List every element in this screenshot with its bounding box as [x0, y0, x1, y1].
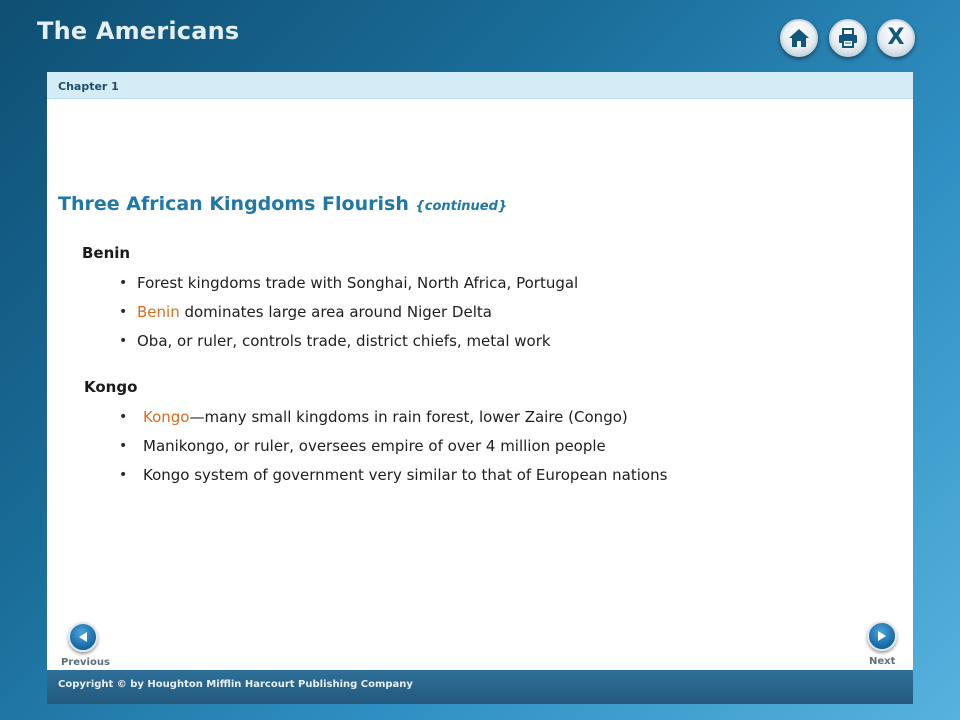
next-label[interactable]: Next — [869, 656, 896, 667]
close-icon: X — [887, 25, 905, 50]
list-item — [119, 465, 667, 494]
previous-button[interactable] — [68, 622, 98, 652]
copyright-text: Copyright © by Houghton Mifflin Harcourt Publishing Company — [58, 679, 413, 690]
close-button[interactable] — [877, 19, 915, 57]
arrow-right-icon — [876, 630, 888, 642]
bullet-text: Oba, or ruler, controls trade, district chiefs, metal work — [137, 332, 551, 350]
footer-bar — [47, 670, 913, 704]
print-button[interactable] — [829, 19, 867, 57]
section-heading-kongo: Kongo — [84, 378, 138, 396]
bullet-text: Kongo system of government very similar to that of European nations — [143, 466, 668, 484]
home-button[interactable] — [780, 19, 818, 57]
bullet-icon: • — [119, 333, 128, 349]
chapter-label: Chapter 1 — [58, 80, 119, 93]
benin-bullet-list — [119, 273, 578, 360]
bullet-icon: • — [119, 467, 128, 483]
bullet-icon: • — [119, 275, 128, 291]
app-title: The Americans — [37, 17, 240, 45]
arrow-left-icon — [77, 631, 89, 643]
previous-label[interactable]: Previous — [61, 657, 110, 668]
list-item — [119, 436, 667, 465]
bullet-icon: • — [119, 304, 128, 320]
next-button[interactable] — [867, 621, 897, 651]
bullet-text: Manikongo, or ruler, oversees empire of over 4 million people — [143, 437, 606, 455]
list-item — [119, 302, 578, 331]
slide-panel — [47, 72, 913, 670]
section-heading-benin: Benin — [82, 244, 131, 262]
bullet-icon: • — [119, 438, 128, 454]
slide-title-suffix: {continued} — [415, 199, 508, 214]
list-item — [119, 273, 578, 302]
bullet-text: Forest kingdoms trade with Songhai, North Africa, Portugal — [137, 274, 579, 292]
list-item — [119, 331, 578, 360]
slide-title-text: Three African Kingdoms Flourish — [58, 193, 409, 215]
bullet-text: dominates large area around Niger Delta — [179, 303, 492, 321]
bullet-highlight: Benin — [137, 303, 180, 321]
chapter-bar — [47, 72, 913, 99]
kongo-bullet-list — [119, 407, 667, 494]
slide-title — [58, 193, 507, 215]
list-item — [119, 407, 667, 436]
bullet-highlight: Kongo — [143, 408, 190, 426]
bullet-icon: • — [119, 409, 128, 425]
printer-icon — [837, 27, 859, 49]
home-icon — [787, 27, 811, 49]
bullet-text: —many small kingdoms in rain forest, lower Zaire (Congo) — [189, 408, 628, 426]
